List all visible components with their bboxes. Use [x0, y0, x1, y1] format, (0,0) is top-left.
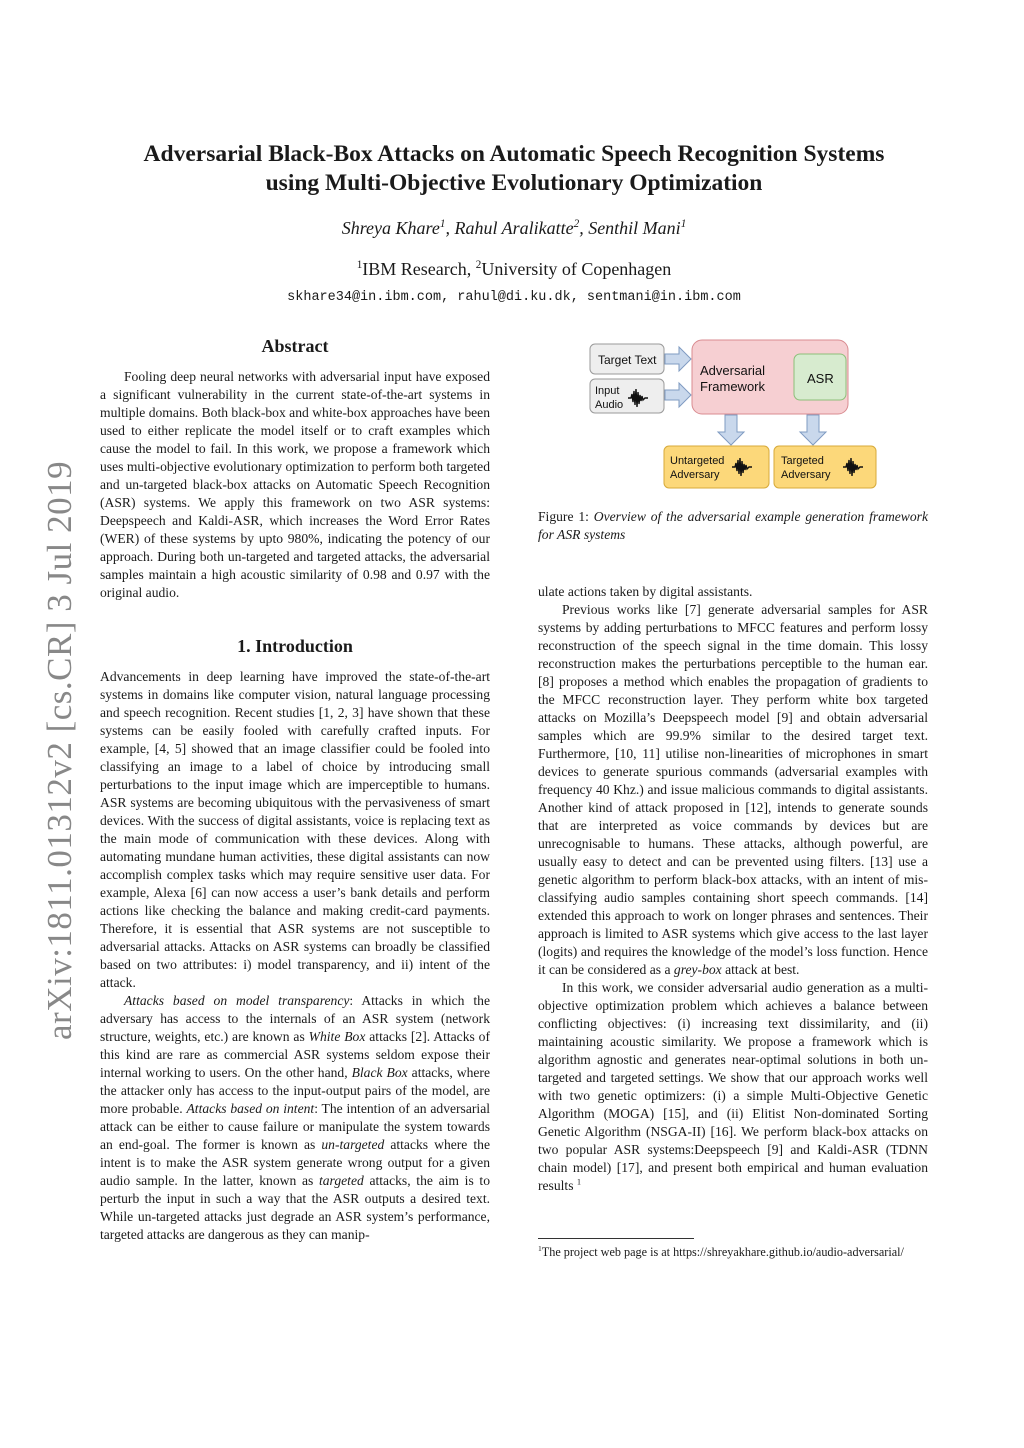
arrow-down-icon — [718, 415, 744, 445]
framework-label: Framework — [700, 379, 766, 394]
affil-sup: 2 — [475, 259, 482, 271]
arrow-right-icon — [665, 347, 691, 371]
arxiv-identifier: arXiv:1811.01312v2 [cs.CR] 3 Jul 2019 — [40, 460, 79, 1040]
input-audio-label: Audio — [595, 399, 624, 411]
asr-label: ASR — [807, 371, 834, 386]
intro-italic: targeted — [318, 1173, 364, 1188]
right-paragraph-0: ulate actions taken by digital assistants. — [538, 584, 753, 599]
author-name: Senthil Mani — [588, 218, 681, 238]
framework-label: Adversarial — [700, 363, 766, 378]
title-line-1: Adversarial Black-Box Attacks on Automatic Speech Recognition Systems — [143, 141, 885, 167]
caption-label: Figure 1: — [538, 509, 594, 524]
figure-caption — [538, 508, 928, 544]
untargeted-label: Untargeted — [670, 455, 725, 467]
right-text: attack at best. — [721, 962, 800, 977]
author-sep: , — [445, 218, 455, 238]
untargeted-adversary-node — [664, 446, 769, 488]
intro-text: attacks where the intent is to make the ASR system generate wrong output for a given audio sample. In the latter, known as — [100, 1137, 490, 1188]
author-name: Rahul Aralikatte — [454, 218, 574, 238]
footnote-marker: 1 — [576, 1176, 582, 1187]
untargeted-label: Adversary — [670, 469, 720, 481]
intro-text: : Attacks in which the adversary has access to the internals of an ASR system (network structure, weights, etc.) are known as — [100, 993, 490, 1044]
right-text: In this work, we consider adversarial audio generation as a multi-objective optimization problem which achieves a balance between conflicting objectives: (i) increasing text dissimilarity, and (ii) maintaining acoustic similarity. We propose a framework which is algorithm agnostic and generates near-optimal solutions in both un-targeted and targeted settings. We show that our approach works well with two genetic optimizers: (i) a simple Multi-Objective Genetic Algorithm (MOGA) [15], and (ii) Elitist Non-dominated Sorting Genetic Algorithm (NSGA-II) [16]. We perform black-box attacks on two popular ASR systems:Deepspeech [9] and Kaldi-ASR (TDNN chain model) [17], and present both empirical and human evaluation results — [538, 980, 928, 1193]
author-affil-sup: 1 — [439, 218, 446, 230]
right-paragraph-2 — [538, 979, 928, 1195]
author-list — [100, 218, 928, 239]
arrow-down-icon — [800, 415, 826, 445]
caption-text: Overview of the adversarial example generation framework for ASR systems — [538, 509, 928, 542]
title-line-2: using Multi-Objective Evolutionary Optimization — [265, 170, 763, 196]
author-sep: , — [579, 218, 589, 238]
right-text: Previous works like [7] generate adversarial samples for ASR systems by adding perturbations to MFCC features and perform lossy reconstruction of the speech signal in the time domain. This lossy reconstruction makes the perturbations perceptible to the human ear. [8] proposes a method which enables the propagation of gradients to the MFCC reconstruction layer. They perform white box targeted attacks on Mozilla’s Deepspeech model [9] and obtain adversarial samples which are 99.9% similar to the desired target text. Furthermore, [10, 11] utilise non-linearities of microphones in smart devices to generate spurious commands (adversarial examples with frequency 40 Khz.) and issue malicious commands to digital assistants. Another kind of attack proposed in [12], intends to generate sounds that are interpreted as voice commands by devices but are unrecognisable to humans. These attacks, although powerful, are usually easy to detect and can be prevented using filters. [13] use a genetic algorithm to perform black-box attacks, with an intent of mis-classifying audio samples containing short speech commands. [14] extended this approach to work on longer phrases and sentences. Their approach is limited to ASR systems which give access to the last layer (logits) and requires the knowledge of the model’s loss function. Hence it can be considered as a — [538, 602, 928, 977]
intro-italic: Attacks based on intent — [186, 1101, 315, 1116]
author-affil-sup: 2 — [573, 218, 580, 230]
affil-copenhagen: University of Copenhagen — [481, 259, 672, 279]
intro-italic: un-targeted — [321, 1137, 385, 1152]
intro-text: attacks [2]. Attacks of this kind are rare as commercial ASR systems seldom expose their internal working to users. On the other hand, — [100, 1029, 490, 1080]
author-emails: skhare34@in.ibm.com, rahul@di.ku.dk, sentmani@in.ibm.com — [287, 290, 741, 305]
footnote-rule — [538, 1238, 694, 1239]
intro-italic: Black Box — [351, 1065, 408, 1080]
framework-diagram — [586, 338, 886, 494]
intro-italic: White Box — [308, 1029, 366, 1044]
author-name: Shreya Khare — [341, 218, 440, 238]
target-text-label: Target Text — [598, 353, 657, 367]
abstract-body — [100, 368, 490, 602]
intro-text: attacks, where the attacker only has access to the input-output pairs of the model, are more probable. — [100, 1065, 490, 1116]
input-audio-label: Input — [595, 385, 620, 397]
right-column-body — [538, 583, 928, 1195]
intro-paragraph-2 — [100, 992, 490, 1244]
footnote-number: 1 — [538, 1243, 542, 1253]
footnote-text: The project web page is at https://shreyakhare.github.io/audio-adversarial/ — [541, 1245, 904, 1259]
targeted-label: Adversary — [781, 469, 831, 481]
intro-paragraph-1: Advancements in deep learning have improved the state-of-the-art systems in domains like computer vision, natural language processing and speech recognition. Recent studies [1, 2, 3] have shown that these systems can be easily fooled with carefully crafted inputs. For example, [4, 5] showed that an image classifier could be fooled into classifying an image to a label of choice by introducing small perturbations to the input image which are imperceptible to humans. ASR systems are becoming ubiquitous with the pervasiveness of smart devices. With the success of digital assistants, voice is replacing text as the main mode of communication with these devices. Along with automating mundane human activities, these digital assistants can now accomplish complex tasks which may require sensitive user data. For example, Alexa [6] can now access a user’s bank details and perform actions like checking the balance and making credit-card payments. Therefore, it is essential that ASR systems are not susceptible to adversarial attacks. Attacks on ASR systems can broadly be classified based on two attributes: i) model transparency, and ii) intent of the attack. — [100, 669, 490, 990]
right-paragraph-1 — [538, 601, 928, 979]
footnote — [538, 1244, 928, 1260]
right-italic: grey-box — [673, 962, 722, 977]
paper-title — [100, 140, 928, 198]
affiliations — [100, 259, 928, 280]
author-affil-sup: 1 — [680, 218, 687, 230]
intro-italic: Attacks based on model transparency — [124, 993, 350, 1008]
affil-ibm: IBM Research, — [362, 259, 476, 279]
abstract-heading: Abstract — [261, 336, 329, 356]
introduction-body — [100, 668, 490, 1244]
introduction-heading: 1. Introduction — [237, 636, 353, 656]
intro-text: attacks, the aim is to perturb the input in such a way that the ASR outputs a desired text. While un-targeted attacks just degrade an ASR system’s performance, targeted attacks are dangerous as they can manip- — [100, 1173, 491, 1242]
affil-sup: 1 — [356, 259, 363, 271]
abstract-text: Fooling deep neural networks with adversarial input have exposed a significant vulnerability in the current state-of-the-art systems in multiple domains. Both black-box and white-box approaches have been used to either replicate the model itself or to craft examples which cause the model to fail. In this work, we propose a framework which uses multi-objective evolutionary optimization to perform both targeted and un-targeted black-box attacks on Automatic Speech Recognition (ASR) systems. We apply this framework on two ASR systems: Deepspeech and Kaldi-ASR, which increases the Word Error Rates (WER) of these systems by upto 980%, indicating the potency of our approach. During both un-targeted and targeted attacks, the adversarial samples maintain a high acoustic similarity of 0.98 and 0.97 with the original audio. — [100, 369, 490, 600]
targeted-label: Targeted — [781, 455, 824, 467]
arrow-right-icon — [665, 383, 691, 407]
intro-text: : The intention of an adversarial attack can be either to cause failure or manipulate the system towards an end-goal. The former is known as — [100, 1101, 490, 1152]
